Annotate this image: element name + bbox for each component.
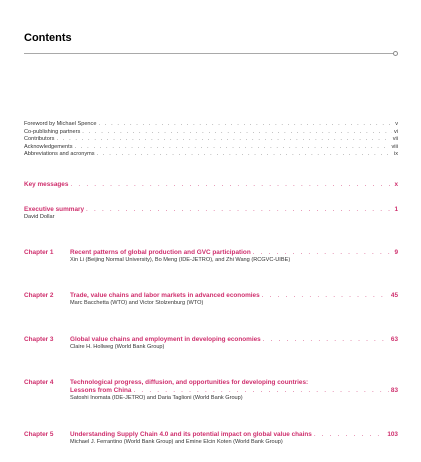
chapter-authors: Xin Li (Beijing Normal University), Bo Meng (IDE-JETRO), and Zhi Wang (RCGVC-UIBE) bbox=[70, 257, 291, 263]
toc-entry-chapter-5[interactable] bbox=[70, 431, 398, 439]
chapter-number: Chapter 1 bbox=[24, 249, 54, 256]
toc-page-number: 103 bbox=[387, 431, 398, 438]
toc-entry-label: Executive summary bbox=[24, 206, 85, 213]
chapter-body bbox=[70, 431, 398, 447]
toc-entry-foreword[interactable] bbox=[24, 121, 398, 129]
dot-leader bbox=[75, 144, 390, 152]
toc-entry-chapter-3[interactable] bbox=[70, 336, 398, 344]
toc-entry-co-publishing-partners[interactable] bbox=[24, 129, 398, 137]
chapter-number: Chapter 2 bbox=[24, 292, 54, 299]
chapter-number: Chapter 5 bbox=[24, 431, 54, 438]
chapter-title-line-2: Lessons from China bbox=[70, 387, 132, 394]
chapter-authors: Marc Bacchetta (WTO) and Victor Stolzenburg (WTO) bbox=[70, 300, 204, 306]
dot-leader bbox=[70, 181, 392, 189]
dot-leader bbox=[86, 206, 392, 214]
section-author: David Dollar bbox=[24, 214, 55, 220]
dot-leader bbox=[263, 336, 389, 344]
toc-entry-label: Contributors bbox=[24, 136, 55, 142]
front-matter-list bbox=[24, 121, 398, 159]
dot-leader bbox=[133, 387, 388, 395]
toc-entry-abbreviations[interactable] bbox=[24, 151, 398, 159]
dot-leader bbox=[56, 136, 390, 144]
toc-page-number: 45 bbox=[390, 292, 398, 299]
toc-entry-label: Foreword by Michael Spence bbox=[24, 121, 97, 127]
chapter-title: Understanding Supply Chain 4.0 and its potential impact on global value chains bbox=[70, 431, 312, 438]
dot-leader bbox=[82, 129, 392, 137]
chapter-number: Chapter 3 bbox=[24, 336, 54, 343]
title-rule bbox=[24, 53, 394, 54]
toc-entry-contributors[interactable] bbox=[24, 136, 398, 144]
chapter-title: Global value chains and employment in developing economies bbox=[70, 336, 261, 343]
toc-page-number: 83 bbox=[390, 387, 398, 394]
dot-leader bbox=[97, 151, 392, 159]
toc-entry-executive-summary[interactable] bbox=[24, 206, 398, 214]
section-executive-summary bbox=[24, 206, 398, 222]
toc-entry-chapter-4[interactable] bbox=[70, 387, 398, 395]
dot-leader bbox=[262, 292, 389, 300]
toc-page-number: 63 bbox=[390, 336, 398, 343]
toc-page-number: vii bbox=[392, 136, 398, 142]
toc-entry-chapter-2[interactable] bbox=[70, 292, 398, 300]
toc-page-number: 9 bbox=[394, 249, 398, 256]
toc-page-number: ix bbox=[393, 151, 398, 157]
chapter-authors: Satoshi Inomata (IDE-JETRO) and Daria Taglioni (World Bank Group) bbox=[70, 395, 243, 401]
chapter-body bbox=[70, 336, 398, 352]
page-title: Contents bbox=[24, 32, 72, 44]
toc-entry-label: Acknowledgements bbox=[24, 143, 73, 150]
dot-leader bbox=[98, 121, 393, 129]
dot-leader bbox=[314, 431, 386, 439]
toc-entry-key-messages[interactable] bbox=[24, 181, 398, 189]
toc-page-number: viii bbox=[391, 143, 398, 150]
chapter-authors: Michael J. Ferrantino (World Bank Group) and Emine Elcin Koten (World Bank Group) bbox=[70, 439, 283, 445]
toc-entry-acknowledgements[interactable] bbox=[24, 144, 398, 152]
toc-entry-label: Key messages bbox=[24, 181, 69, 188]
chapter-body bbox=[70, 379, 398, 403]
chapter-body bbox=[70, 292, 398, 308]
toc-page-number: x bbox=[394, 181, 398, 188]
dot-leader bbox=[253, 249, 393, 257]
toc-page-number: 1 bbox=[394, 206, 398, 213]
toc-entry-label: Abbreviations and acronyms bbox=[24, 151, 95, 157]
chapter-number: Chapter 4 bbox=[24, 379, 54, 386]
chapter-body bbox=[70, 249, 398, 265]
rule-end-dot bbox=[393, 51, 398, 56]
chapter-title-line-1[interactable]: Technological progress, diffusion, and opportunities for developing countries: bbox=[70, 379, 309, 386]
toc-entry-label: Co-publishing partners bbox=[24, 128, 81, 135]
toc-page-number: v bbox=[395, 121, 398, 127]
toc-entry-chapter-1[interactable] bbox=[70, 249, 398, 257]
toc-page-number: vi bbox=[393, 128, 398, 135]
chapter-title: Recent patterns of global production and GVC participation bbox=[70, 249, 251, 256]
chapter-title: Trade, value chains and labor markets in advanced economies bbox=[70, 292, 260, 299]
chapter-authors: Claire H. Hollweg (World Bank Group) bbox=[70, 344, 165, 350]
section-key-messages bbox=[24, 181, 398, 189]
